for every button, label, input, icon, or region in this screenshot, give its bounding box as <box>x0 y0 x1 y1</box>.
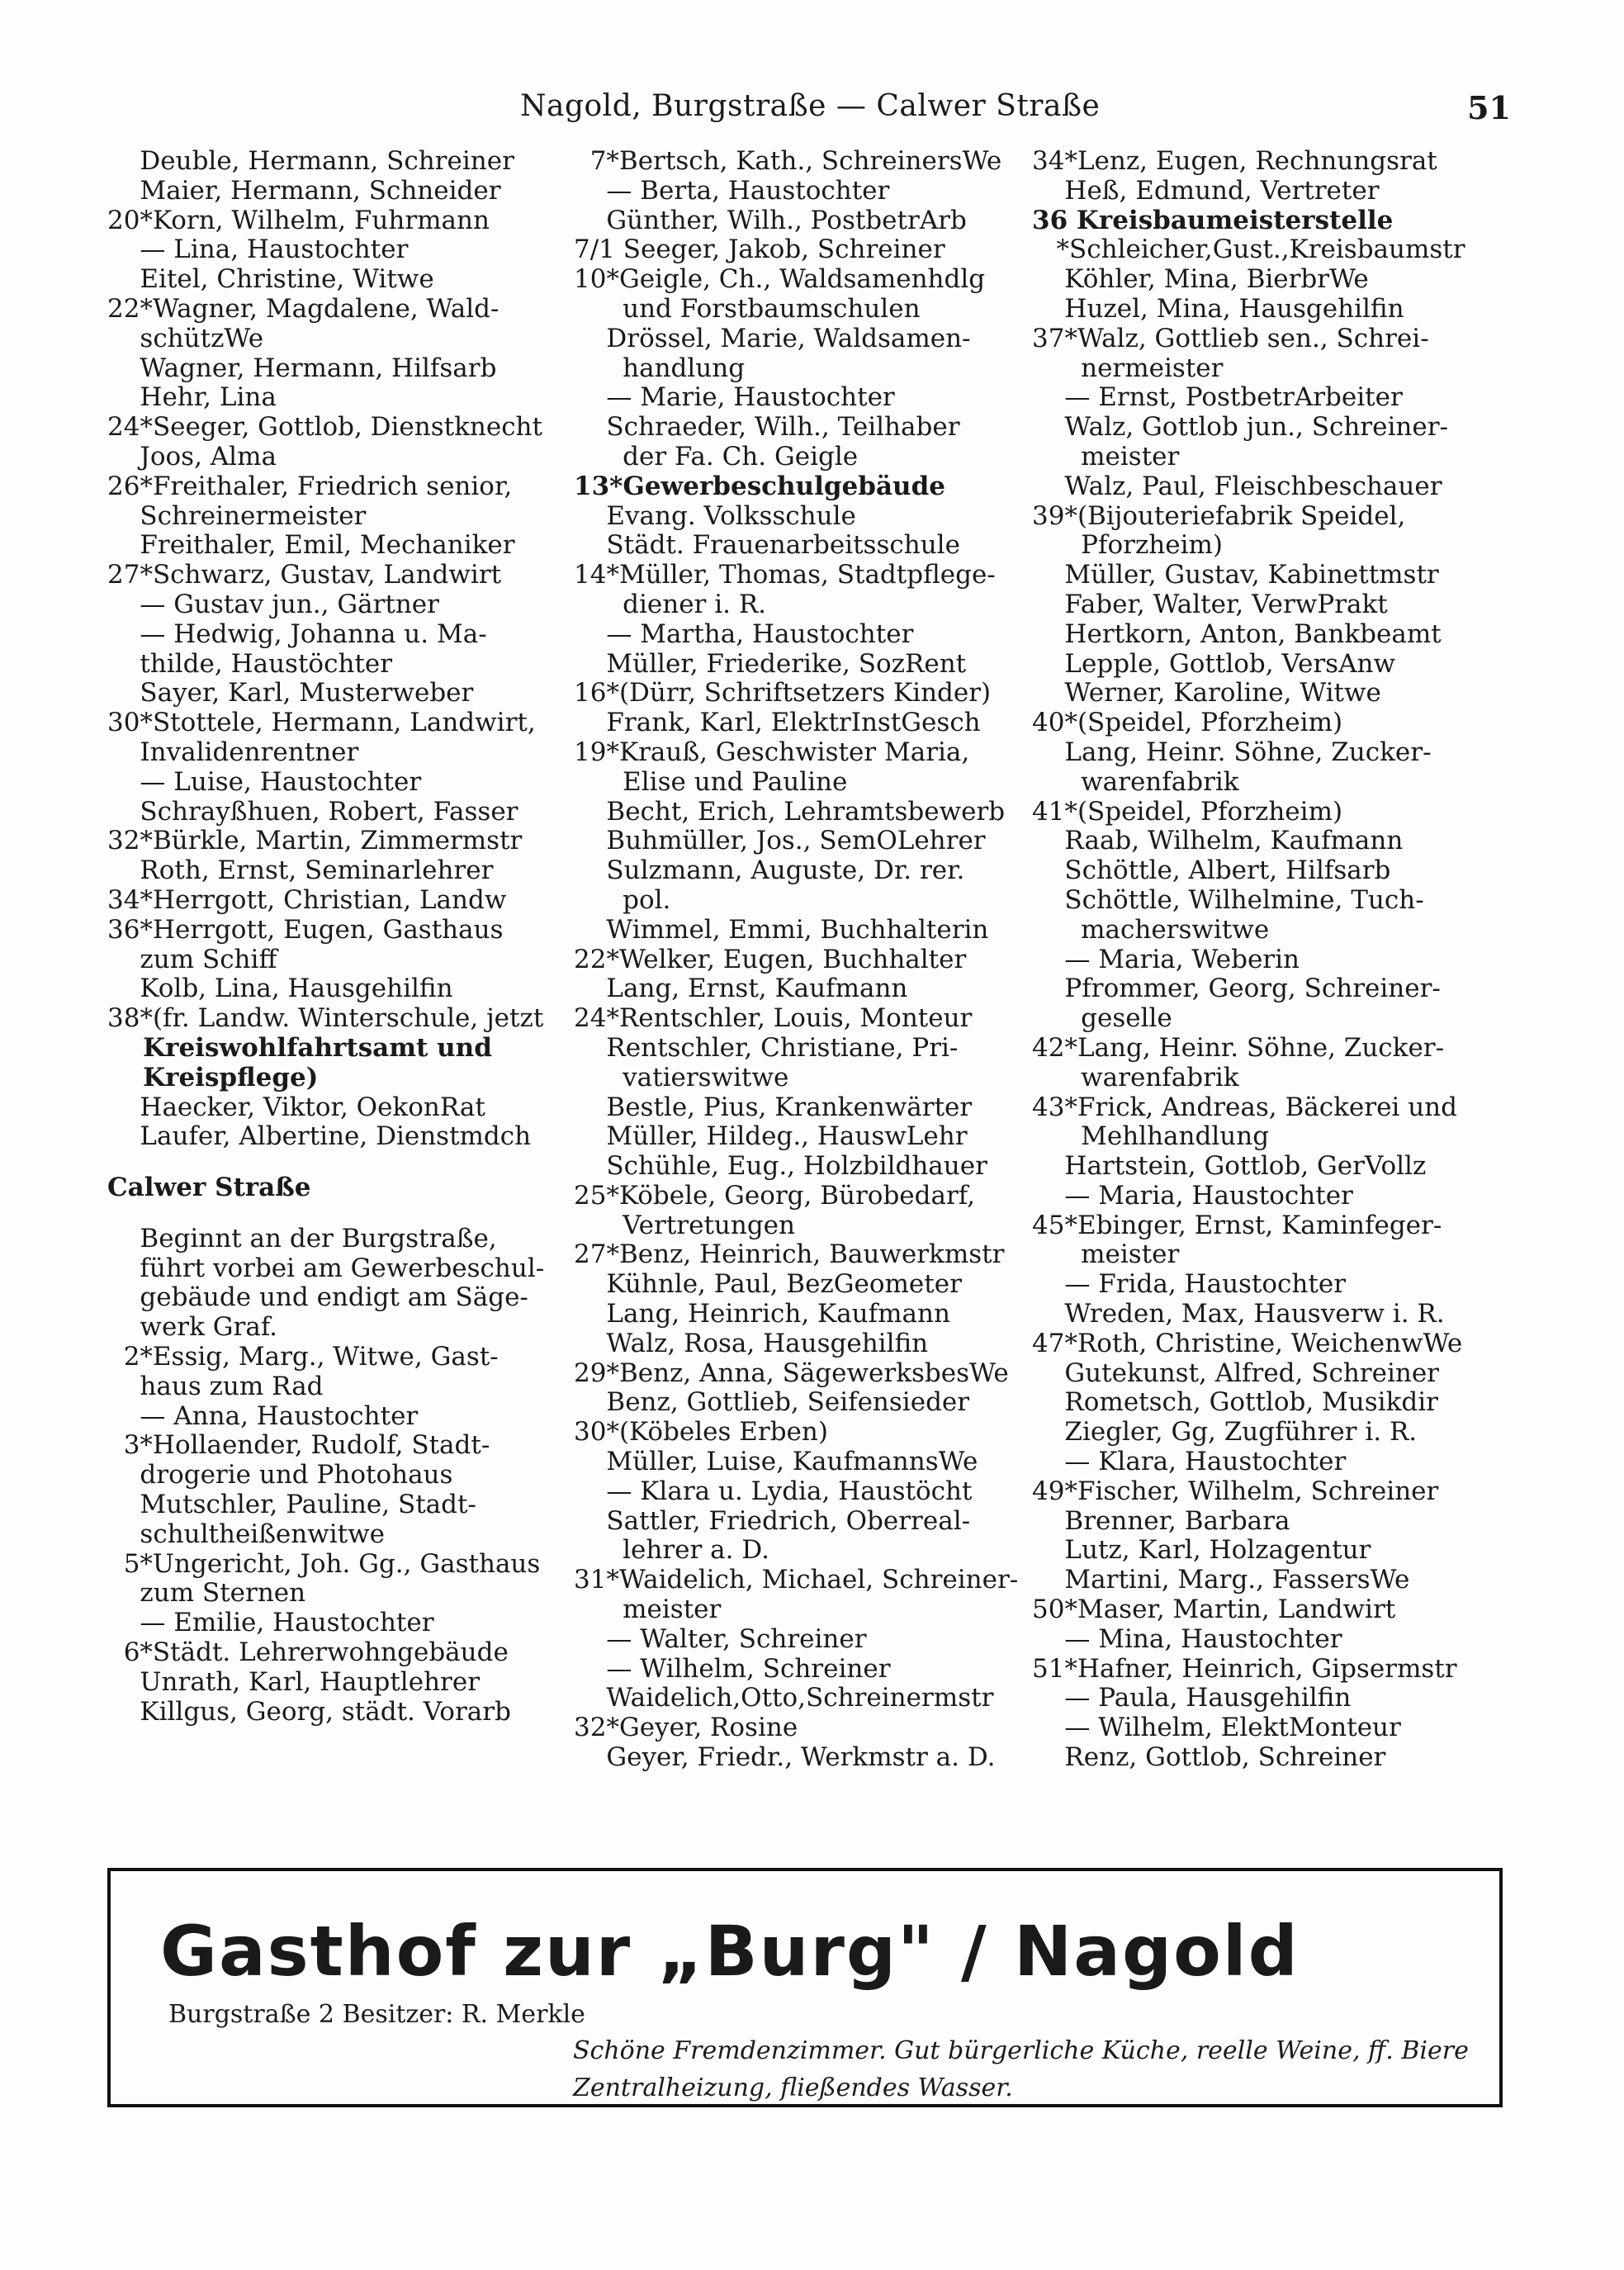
directory-entry-line: meister <box>574 1595 722 1625</box>
page-number: 51 <box>1467 89 1511 126</box>
directory-entry-line: Killgus, Georg, städt. Vorarb <box>107 1697 511 1727</box>
directory-entry-line: 22*Wagner, Magdalene, Wald- <box>107 294 500 324</box>
advertisement-headline: Gasthof zur „Burg" / Nagold <box>160 1911 1300 1992</box>
directory-entry-line: Roth, Ernst, Seminarlehrer <box>107 856 494 886</box>
directory-entry-line: — Paula, Hausgehilfin <box>1032 1684 1352 1713</box>
directory-entry-line: schützWe <box>107 324 264 353</box>
directory-entry-line: lehrer a. D. <box>574 1536 769 1566</box>
directory-entry-line: Wreden, Max, Hausverw i. R. <box>1032 1300 1445 1329</box>
directory-entry-line: Huzel, Mina, Hausgehilfin <box>1032 294 1404 324</box>
directory-entry-line: Mehlhandlung <box>1032 1122 1270 1152</box>
directory-entry-line: Raab, Wilhelm, Kaufmann <box>1032 827 1404 856</box>
directory-entry-line: und Forstbaumschulen <box>574 294 921 324</box>
directory-entry-line: 3*Hollaender, Rudolf, Stadt- <box>107 1431 490 1461</box>
directory-entry-line: 14*Müller, Thomas, Stadtpflege- <box>574 561 996 590</box>
directory-entry-line: macherswitwe <box>1032 915 1270 945</box>
directory-entry-line: Hehr, Lina <box>107 383 277 413</box>
spacer <box>107 1152 570 1173</box>
directory-entry-line: 40*(Speidel, Pforzheim) <box>1032 708 1343 738</box>
directory-entry-line: Schrayßhuen, Robert, Fasser <box>107 797 518 827</box>
directory-entry-line: haus zum Rad <box>107 1372 324 1401</box>
directory-entry-line: 45*Ebinger, Ernst, Kaminfeger- <box>1032 1211 1442 1240</box>
directory-entry-line: 16*(Dürr, Schriftsetzers Kinder) <box>574 679 992 708</box>
directory-entry-line: — Martha, Haustochter <box>574 619 914 649</box>
directory-entry-line: nermeister <box>1032 353 1224 383</box>
directory-entry-line: Müller, Hildeg., HauswLehr <box>574 1122 968 1152</box>
directory-entry-line: Unrath, Karl, Hauptlehrer <box>107 1667 481 1697</box>
directory-entry-line: Freithaler, Emil, Mechaniker <box>107 531 515 561</box>
directory-entry-line: werk Graf. <box>107 1313 278 1343</box>
directory-entry-line: diener i. R. <box>574 590 767 619</box>
directory-entry-line: 42*Lang, Heinr. Söhne, Zucker- <box>1032 1033 1445 1063</box>
directory-entry-line: 13*Gewerbeschulgebäude <box>574 472 945 501</box>
directory-entry-line: Sattler, Friedrich, Oberreal- <box>574 1506 971 1536</box>
directory-entry-line: Müller, Gustav, Kabinettmstr <box>1032 561 1439 590</box>
directory-entry-line: Hertkorn, Anton, Bankbeamt <box>1032 619 1442 649</box>
directory-entry-line: Haecker, Viktor, OekonRat <box>107 1092 485 1122</box>
directory-entry-line: Heß, Edmund, Vertreter <box>1032 176 1380 206</box>
directory-column-2 <box>574 147 1024 1773</box>
directory-entry-line: Schöttle, Wilhelmine, Tuch- <box>1032 885 1424 915</box>
directory-entry-line: — Lina, Haustochter <box>107 235 409 265</box>
directory-entry-line: 7*Bertsch, Kath., SchreinersWe <box>574 147 1002 176</box>
directory-entry-line: 26*Freithaler, Friedrich senior, <box>107 472 513 501</box>
directory-entry-line: Hartstein, Gottlob, GerVollz <box>1032 1152 1427 1182</box>
directory-entry-line: 19*Krauß, Geschwister Maria, <box>574 737 970 767</box>
directory-entry-line: Vertretungen <box>574 1211 795 1240</box>
spacer <box>107 1203 570 1225</box>
directory-entry-line: Schreinermeister <box>107 501 367 531</box>
directory-entry-line: — Maria, Haustochter <box>1032 1181 1353 1211</box>
directory-entry-line: Deuble, Hermann, Schreiner <box>107 147 514 176</box>
directory-entry-line: 30*Stottele, Hermann, Landwirt, <box>107 708 536 738</box>
directory-entry-line: — Ernst, PostbetrArbeiter <box>1032 383 1403 413</box>
directory-entry-line: handlung <box>574 353 746 383</box>
directory-entry-line: Frank, Karl, ElektrInstGesch <box>574 708 981 738</box>
directory-entry-line: 41*(Speidel, Pforzheim) <box>1032 797 1343 827</box>
directory-entry-line: — Klara, Haustochter <box>1032 1448 1347 1477</box>
directory-entry-line: Benz, Gottlieb, Seifensieder <box>574 1388 970 1418</box>
directory-entry-line: 29*Benz, Anna, SägewerksbesWe <box>574 1358 1009 1388</box>
directory-entry-line: Walz, Rosa, Hausgehilfin <box>574 1329 929 1358</box>
directory-entry-line: 27*Benz, Heinrich, Bauwerkmstr <box>574 1240 1005 1270</box>
directory-entry-line: Elise und Pauline <box>574 767 848 797</box>
directory-entry-line: Becht, Erich, Lehramtsbewerb <box>574 797 1006 827</box>
directory-entry-line: thilde, Haustöchter <box>107 649 393 679</box>
directory-entry-line: Rentschler, Christiane, Pri- <box>574 1033 959 1063</box>
directory-entry-line: Renz, Gottlob, Schreiner <box>1032 1743 1386 1773</box>
directory-entry-line: 5*Ungericht, Joh. Gg., Gasthaus <box>107 1549 541 1579</box>
directory-entry-line: schultheißenwitwe <box>107 1519 386 1549</box>
directory-entry-line: Köhler, Mina, BierbrWe <box>1032 265 1369 295</box>
directory-entry-line: Evang. Volksschule <box>574 501 856 531</box>
directory-entry-line: Lutz, Karl, Holzagentur <box>1032 1536 1371 1566</box>
directory-entry-line: — Frida, Haustochter <box>1032 1270 1347 1300</box>
directory-entry-line: Maier, Hermann, Schneider <box>107 176 501 206</box>
directory-entry-line: — Wilhelm, ElektMonteur <box>1032 1713 1401 1743</box>
page-header <box>107 89 1511 130</box>
running-title: Nagold, Burgstraße — Calwer Straße <box>520 89 1101 123</box>
directory-entry-line: 32*Geyer, Rosine <box>574 1713 798 1743</box>
directory-entry-line: Pfrommer, Georg, Schreiner- <box>1032 974 1441 1004</box>
directory-entry-line: Kolb, Lina, Hausgehilfin <box>107 974 453 1004</box>
directory-entry-line: Lepple, Gottlob, VersAnw <box>1032 649 1395 679</box>
directory-entry-line: Invalidenrentner <box>107 737 359 767</box>
directory-entry-line: Eitel, Christine, Witwe <box>107 265 434 295</box>
directory-entry-line: Städt. Frauenarbeitsschule <box>574 531 960 561</box>
directory-entry-line: *Schleicher,Gust.,Kreisbaumstr <box>1032 235 1465 265</box>
directory-entry-line: Rometsch, Gottlob, Musikdir <box>1032 1388 1438 1418</box>
directory-entry-line: Wimmel, Emmi, Buchhalterin <box>574 915 989 945</box>
directory-entry-line: Kühnle, Paul, BezGeometer <box>574 1270 962 1300</box>
directory-entry-line: Gutekunst, Alfred, Schreiner <box>1032 1358 1440 1388</box>
directory-entry-line: Buhmüller, Jos., SemOLehrer <box>574 827 986 856</box>
directory-entry-line: 30*(Köbeles Erben) <box>574 1418 828 1448</box>
directory-entry-line: 24*Seeger, Gottlob, Dienstknecht <box>107 413 542 443</box>
directory-entry-line: 7/1 Seeger, Jakob, Schreiner <box>574 235 945 265</box>
directory-entry-line: — Klara u. Lydia, Haustöcht <box>574 1476 973 1506</box>
directory-entry-line: Lang, Ernst, Kaufmann <box>574 974 908 1004</box>
directory-entry-line: der Fa. Ch. Geigle <box>574 442 859 472</box>
directory-entry-line: 32*Bürkle, Martin, Zimmermstr <box>107 827 523 856</box>
directory-entry-line: 49*Fischer, Wilhelm, Schreiner <box>1032 1476 1439 1506</box>
directory-entry-line: Martini, Marg., FassersWe <box>1032 1566 1410 1595</box>
directory-entry-line: 37*Walz, Gottlieb sen., Schrei- <box>1032 324 1429 353</box>
directory-entry-line: — Hedwig, Johanna u. Ma- <box>107 619 487 649</box>
directory-entry-line: zum Sternen <box>107 1579 306 1609</box>
directory-entry-line: — Gustav jun., Gärtner <box>107 590 439 619</box>
directory-entry-line: Müller, Friederike, SozRent <box>574 649 967 679</box>
directory-entry-line: — Walter, Schreiner <box>574 1624 867 1654</box>
directory-entry-line: Werner, Karoline, Witwe <box>1032 679 1381 708</box>
directory-entry-line: 36 Kreisbaumeisterstelle <box>1032 206 1394 235</box>
directory-entry-line: 39*(Bijouteriefabrik Speidel, <box>1032 501 1406 531</box>
directory-entry-line: Calwer Straße <box>107 1173 311 1203</box>
directory-entry-line: zum Schiff <box>107 945 277 974</box>
directory-entry-line: Günther, Wilh., PostbetrArb <box>574 206 967 235</box>
directory-entry-line: Lang, Heinr. Söhne, Zucker- <box>1032 737 1432 767</box>
directory-entry-line: 38*(fr. Landw. Winterschule, jetzt <box>107 1004 544 1034</box>
directory-entry-line: 34*Herrgott, Christian, Landw <box>107 885 507 915</box>
directory-entry-line: — Wilhelm, Schreiner <box>574 1654 891 1684</box>
directory-entry-line: Beginnt an der Burgstraße, <box>107 1224 497 1253</box>
directory-entry-line: 36*Herrgott, Eugen, Gasthaus <box>107 915 504 945</box>
directory-entry-line: — Luise, Haustochter <box>107 767 422 797</box>
directory-entry-line: Faber, Walter, VerwPrakt <box>1032 590 1388 619</box>
directory-entry-line: Walz, Paul, Fleischbeschauer <box>1032 472 1442 501</box>
directory-entry-line: gebäude und endigt am Säge- <box>107 1283 528 1313</box>
directory-entry-line: Drössel, Marie, Waldsamen- <box>574 324 971 353</box>
directory-entry-line: 25*Köbele, Georg, Bürobedarf, <box>574 1181 976 1211</box>
directory-entry-line: — Mina, Haustochter <box>1032 1624 1342 1654</box>
advertisement-owner-line: Burgstraße 2 Besitzer: R. Merkle <box>168 2000 585 2029</box>
directory-entry-line: meister <box>1032 442 1180 472</box>
directory-entry-line: — Marie, Haustochter <box>574 383 895 413</box>
directory-entry-line: 24*Rentschler, Louis, Monteur <box>574 1004 973 1034</box>
directory-entry-line: Schühle, Eug., Holzbildhauer <box>574 1152 987 1182</box>
directory-entry-line: Ziegler, Gg, Zugführer i. R. <box>1032 1418 1418 1448</box>
directory-entry-line: Pforzheim) <box>1032 531 1223 561</box>
directory-entry-line: 2*Essig, Marg., Witwe, Gast- <box>107 1343 499 1372</box>
directory-entry-line: warenfabrik <box>1032 1063 1239 1092</box>
directory-entry-line: Sulzmann, Auguste, Dr. rer. <box>574 856 965 886</box>
directory-entry-line: Brenner, Barbara <box>1032 1506 1290 1536</box>
directory-entry-line: Mutschler, Pauline, Stadt- <box>107 1490 476 1520</box>
directory-entry-line: Lang, Heinrich, Kaufmann <box>574 1300 950 1329</box>
directory-column-1 <box>107 147 570 1727</box>
directory-entry-line: 6*Städt. Lehrerwohngebäude <box>107 1638 509 1668</box>
directory-entry-line: vatierswitwe <box>574 1063 789 1092</box>
directory-entry-line: Bestle, Pius, Krankenwärter <box>574 1092 973 1122</box>
directory-entry-line: Kreispflege) <box>107 1063 319 1092</box>
directory-entry-line: — Emilie, Haustochter <box>107 1609 434 1638</box>
directory-entry-line: 27*Schwarz, Gustav, Landwirt <box>107 561 502 590</box>
directory-entry-line: 34*Lenz, Eugen, Rechnungsrat <box>1032 147 1437 176</box>
directory-entry-line: Schraeder, Wilh., Teilhaber <box>574 413 960 443</box>
directory-entry-line: Sayer, Karl, Musterweber <box>107 679 474 708</box>
directory-entry-line: 43*Frick, Andreas, Bäckerei und <box>1032 1092 1457 1122</box>
directory-entry-line: meister <box>1032 1240 1180 1270</box>
directory-entry-line: 50*Maser, Martin, Landwirt <box>1032 1595 1396 1625</box>
directory-entry-line: — Anna, Haustochter <box>107 1401 419 1431</box>
directory-entry-line: geselle <box>1032 1004 1172 1034</box>
advertisement-heating-line: Zentralheizung, fließendes Wasser. <box>573 2073 1013 2102</box>
directory-entry-line: 47*Roth, Christine, WeichenwWe <box>1032 1329 1463 1358</box>
directory-entry-line: Waidelich,Otto,Schreinermstr <box>574 1684 994 1713</box>
directory-entry-line: führt vorbei am Gewerbeschul- <box>107 1253 545 1283</box>
directory-entry-line: Müller, Luise, KaufmannsWe <box>574 1448 978 1477</box>
directory-entry-line: 31*Waidelich, Michael, Schreiner- <box>574 1566 1019 1595</box>
directory-entry-line: Kreiswohlfahrtsamt und <box>107 1033 492 1063</box>
directory-entry-line: Geyer, Friedr., Werkmstr a. D. <box>574 1743 996 1773</box>
advertisement-box <box>107 1868 1503 2107</box>
directory-entry-line: 10*Geigle, Ch., Waldsamenhdlg <box>574 265 986 295</box>
directory-entry-line: pol. <box>574 885 671 915</box>
directory-entry-line: drogerie und Photohaus <box>107 1461 453 1490</box>
directory-entry-line: 20*Korn, Wilhelm, Fuhrmann <box>107 206 490 235</box>
directory-entry-line: Walz, Gottlob jun., Schreiner- <box>1032 413 1448 443</box>
directory-entry-line: — Berta, Haustochter <box>574 176 890 206</box>
directory-entry-line: 51*Hafner, Heinrich, Gipsermstr <box>1032 1654 1457 1684</box>
directory-entry-line: 22*Welker, Eugen, Buchhalter <box>574 945 967 974</box>
directory-entry-line: Laufer, Albertine, Dienstmdch <box>107 1122 532 1152</box>
directory-entry-line: warenfabrik <box>1032 767 1239 797</box>
directory-entry-line: Schöttle, Albert, Hilfsarb <box>1032 856 1391 886</box>
directory-entry-line: Joos, Alma <box>107 442 277 472</box>
directory-entry-line: — Maria, Weberin <box>1032 945 1300 974</box>
directory-column-3 <box>1032 147 1519 1773</box>
directory-entry-line: Wagner, Hermann, Hilfsarb <box>107 353 497 383</box>
advertisement-amenities-line: Schöne Fremdenzimmer. Gut bürgerliche Küche, reelle Weine, ff. Biere <box>573 2036 1469 2065</box>
